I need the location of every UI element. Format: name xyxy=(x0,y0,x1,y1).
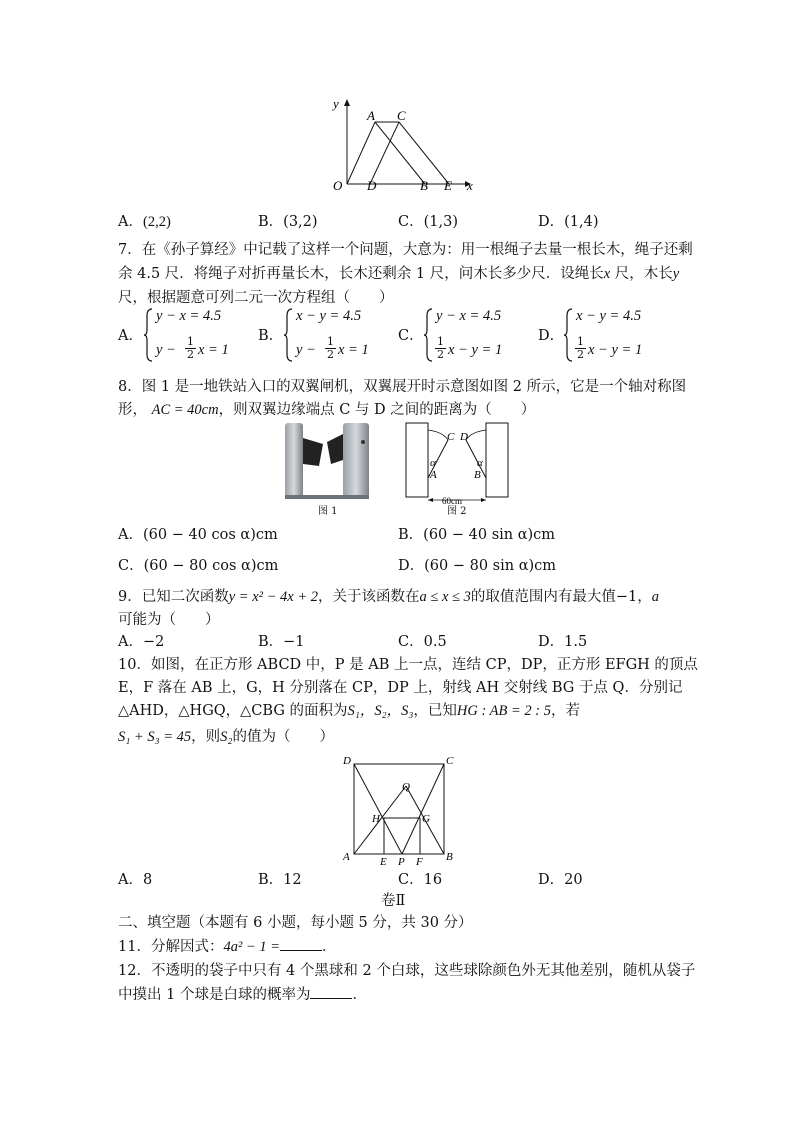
fig-label: A xyxy=(430,469,437,481)
volume-heading: 卷Ⅱ xyxy=(381,893,406,909)
fig-label: H xyxy=(372,813,380,825)
fig-label: A xyxy=(367,108,375,123)
fig-label: B xyxy=(474,469,481,481)
q8-fig2-caption: 图 2 xyxy=(447,506,467,517)
exam-page: y A C O D B E x A．(2,2) B．(3,2) C．(1,3) D．(1,4) 7．在《孙子算经》中记载了这样一个问题，大意为：用一根绳子去量一根长木，绳子还剩 余 4.5 尺．将绳子对折再量长木，长木还剩余 1 尺，问木长多少尺．设绳长x 尺，木长y 尺，根据题意可列二元一次方程组（ ） A． y − x = 4.5 y − $\frac{1}{2}$ x = 1 B． x − y = 4.5 y − $\frac{1}{2}$ x = 1 C． y − x = 4.5 $\frac{1}{2}$ x − y = 1 D． x − y = 4.5 $\frac{1}{2}$ x − y = 1 8．图 1 是一地铁站入口的双翼闸机，双翼展开时示意图如图 2 所示，它是一个轴对称图 形， AC = 40cm，则双翼边缘端点 C 与 D 之间的距离为（ ） 图 1 C D α α A B 60cm 图 2 A．(60 − 40 cos α)cm B．(60 − 40 sin α)cm C．(60 − 80 cos α)cm D．(60 − 80 sin α)cm 9．已知二次函数y = x² − 4x + 2，关于该函数在a ≤ x ≤ 3的取值范围内有最大值−1，a 可能为（ ） A．−2 B．−1 C．0.5 D．1.5 10．如图，在正方形 ABCD 中，P 是 AB 上一点，连结 CP，DP，正方形 EFGH 的顶点 E，F 落在 AB 上，G，H 分别落在 CP，DP 上，射线 AH 交射线 BG 于点 Q．分别记 △AHD，△HGQ，△CBG 的面积为S₁，S₂，S₃，已知HG : AB = 2 : 5，若 S₁ + S₃ = 45，则S₂的值为（ ） D C Q H G A E P F B A．8 B．12 C．16 D．20 卷Ⅱ 二、填空题（本题有 6 小题，每小题 5 分，共 30 分） 11．分解因式：4a² − 1 = ． 12．不透明的袋子中只有 4 个黑球和 2 个白球，这些球除颜色外无其他差别，随机从袋子 中摸出 1 个球是白球的概率为 ． xyxy=(118,96,698,1003)
q10-text-line3: △AHD，△HGQ，△CBG 的面积为S₁，S₂，S₃，已知HG : AB = 2 : 5，若 xyxy=(118,703,580,719)
fig-label: E xyxy=(380,856,387,868)
q11-text: 11．分解因式：4a² − 1 = ． xyxy=(118,936,337,957)
q6-option-b: B．(3,2) xyxy=(258,214,318,230)
q8-option-d: D．(60 − 80 sin α)cm xyxy=(398,558,557,574)
fig-label: D xyxy=(460,431,468,443)
fig-label: O xyxy=(333,178,343,193)
q10-text-line1: 10．如图，在正方形 ABCD 中，P 是 AB 上一点，连结 CP，DP，正方形 EFGH 的顶点 xyxy=(118,657,698,673)
q10-text-line2: E，F 落在 AB 上，G，H 分别落在 CP，DP 上，射线 AH 交射线 BG 于点 Q．分别记 xyxy=(118,680,683,696)
q9-option-a: A．−2 xyxy=(118,634,165,650)
q10-option-c: C．16 xyxy=(398,872,443,888)
q8-option-b: B．(60 − 40 sin α)cm xyxy=(398,527,556,543)
fig-label: α xyxy=(430,457,436,469)
fig-label: A xyxy=(343,851,350,863)
q8-option-a: A．(60 − 40 cos α)cm xyxy=(118,527,278,543)
q10-option-a: A．8 xyxy=(118,872,153,888)
fig-label: F xyxy=(416,856,423,868)
fig-label: y xyxy=(333,96,339,111)
q11-answer-blank[interactable] xyxy=(280,936,322,951)
q9-option-b: B．−1 xyxy=(258,634,305,650)
q7-text-line1: 7．在《孙子算经》中记载了这样一个问题，大意为：用一根绳子去量一根长木，绳子还剩 xyxy=(118,242,693,258)
q9-text-line2: 可能为（ ） xyxy=(118,612,220,628)
q6-option-c: C．(1,3) xyxy=(398,214,458,230)
q9-option-d: D．1.5 xyxy=(538,634,588,650)
q8-text-line1: 8．图 1 是一地铁站入口的双翼闸机，双翼展开时示意图如图 2 所示，它是一个轴对称图 xyxy=(118,379,687,395)
section-title: 二、填空题（本题有 6 小题，每小题 5 分，共 30 分） xyxy=(118,915,473,931)
fig-label: x xyxy=(467,178,473,193)
q9-text-line1: 9．已知二次函数y = x² − 4x + 2，关于该函数在a ≤ x ≤ 3的取值范围内有最大值−1，a xyxy=(118,589,659,605)
fig-label: D xyxy=(367,178,377,193)
q10-option-d: D．20 xyxy=(538,872,583,888)
fig-label: G xyxy=(422,813,430,825)
fig-label: P xyxy=(398,856,405,868)
fig-label: C xyxy=(446,755,454,767)
q12-text-line2: 中摸出 1 个球是白球的概率为 ． xyxy=(118,984,367,1005)
fig-label: Q xyxy=(402,781,410,793)
q6-option-d: D．(1,4) xyxy=(538,214,599,230)
q10-option-b: B．12 xyxy=(258,872,302,888)
fig-label: α xyxy=(477,457,483,469)
q9-option-c: C．0.5 xyxy=(398,634,447,650)
q8-turnstile-photo xyxy=(283,420,375,502)
q6-coordinate-figure xyxy=(325,94,480,196)
q7-text-line2: 余 4.5 尺．将绳子对折再量长木，长木还剩余 1 尺，问木长多少尺．设绳长x 尺，木长y xyxy=(118,266,680,282)
fig-label: C xyxy=(447,431,455,443)
q8-option-c: C．(60 − 80 cos α)cm xyxy=(118,558,279,574)
q10-text-line4: S₁ + S₃ = 45，则S₂的值为（ ） xyxy=(118,729,334,745)
q12-answer-blank[interactable] xyxy=(310,984,352,999)
q10-square-figure xyxy=(340,752,460,870)
q8-schematic-figure xyxy=(398,420,518,510)
q7-text-line3: 尺，根据题意可列二元一次方程组（ ） xyxy=(118,290,394,306)
fig-label: B xyxy=(420,178,428,193)
q8-fig1-caption: 图 1 xyxy=(318,506,338,517)
q6-option-a: A．(2,2) xyxy=(118,214,171,230)
fig-label: B xyxy=(446,851,453,863)
fig-label: 60cm xyxy=(442,496,462,506)
fig-label: C xyxy=(397,108,406,123)
q12-text-line1: 12．不透明的袋子中只有 4 个黑球和 2 个白球，这些球除颜色外无其他差别，随机从袋子 xyxy=(118,963,696,979)
fig-label: E xyxy=(444,178,452,193)
q8-text-line2: 形， AC = 40cm，则双翼边缘端点 C 与 D 之间的距离为（ ） xyxy=(118,402,536,418)
fig-label: D xyxy=(343,755,351,767)
